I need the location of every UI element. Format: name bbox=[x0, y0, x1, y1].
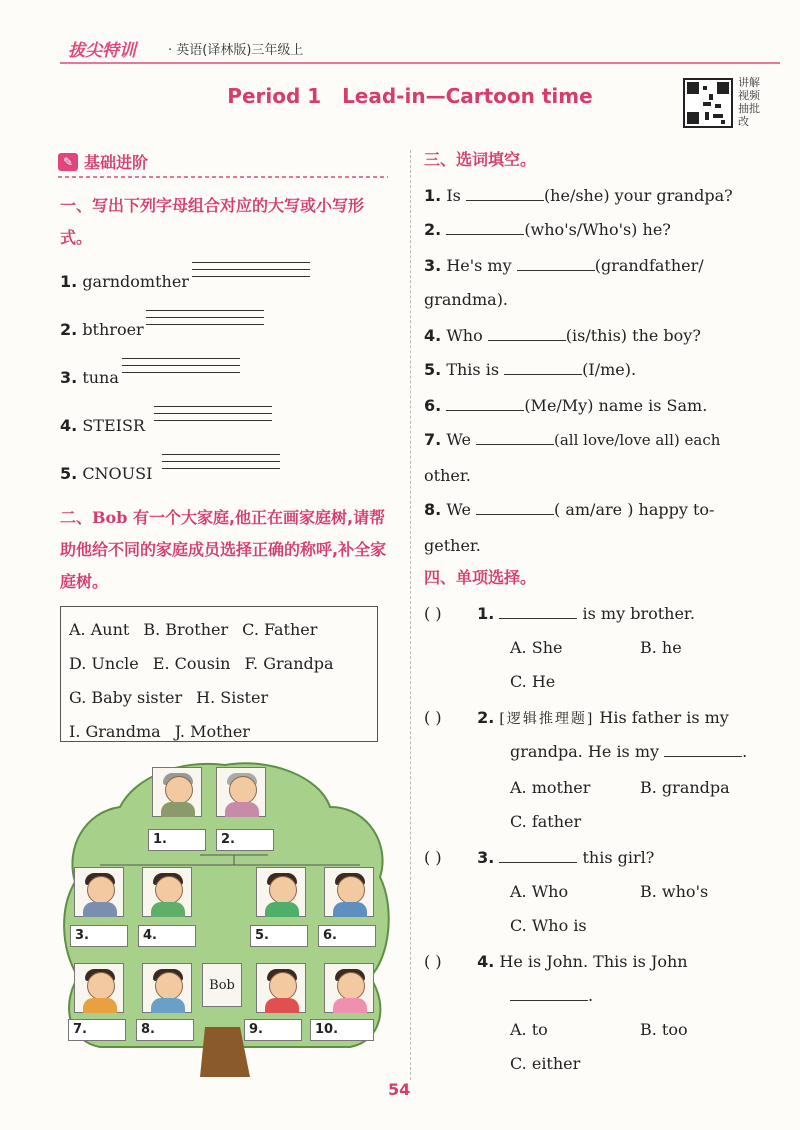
tree-label-4[interactable]: 4. bbox=[138, 925, 196, 947]
brand-logo: 拔尖特训 bbox=[68, 41, 136, 61]
father-portrait bbox=[324, 867, 374, 917]
answer-blank[interactable] bbox=[504, 360, 582, 375]
answer-paren[interactable]: ( ) bbox=[424, 952, 442, 971]
grandma-portrait bbox=[216, 767, 266, 817]
tree-label-1[interactable]: 1. bbox=[148, 829, 206, 851]
part1-item: 1. garndomther bbox=[60, 272, 189, 291]
part1-heading: 一、写出下列字母组合对应的大写或小写形式。 bbox=[60, 196, 365, 247]
answer-paren[interactable]: ( ) bbox=[424, 708, 442, 727]
cousin-girl-portrait bbox=[74, 963, 124, 1013]
part1-item: 4. STEISR bbox=[60, 416, 145, 435]
answer-blank[interactable] bbox=[517, 256, 595, 271]
mc-question-3: ( ) 3. this girl? bbox=[424, 848, 655, 867]
answer-blank[interactable] bbox=[476, 430, 554, 445]
mc-option[interactable]: A. Who bbox=[510, 882, 569, 901]
answer-lines[interactable] bbox=[154, 406, 272, 427]
part3-row: 5. This is (I/me). bbox=[424, 360, 637, 379]
part3-row: 8. We ( am/are ) happy to- bbox=[424, 500, 715, 519]
book-subtitle: · 英语(译林版)三年级上 bbox=[168, 43, 304, 58]
answer-lines[interactable] bbox=[162, 454, 280, 475]
qr-label: 讲解视频抽批改 bbox=[738, 76, 760, 128]
baby-sister-portrait bbox=[324, 963, 374, 1013]
answer-lines[interactable] bbox=[146, 310, 264, 331]
qr-code-icon[interactable] bbox=[683, 78, 733, 128]
mc-question-4: ( ) 4. He is John. This is John bbox=[424, 952, 688, 971]
mc-option[interactable]: A. to bbox=[510, 1020, 548, 1039]
mc-question-4-cont: . bbox=[510, 986, 593, 1005]
aunt-portrait bbox=[142, 867, 192, 917]
mc-option[interactable]: C. either bbox=[510, 1054, 581, 1073]
mother-portrait bbox=[256, 867, 306, 917]
part1-item: 2. bthroer bbox=[60, 320, 144, 339]
sister-portrait bbox=[256, 963, 306, 1013]
mc-option[interactable]: B. too bbox=[640, 1020, 688, 1039]
part3-row: 6. (Me/My) name is Sam. bbox=[424, 396, 708, 415]
answer-lines[interactable] bbox=[192, 262, 310, 283]
grandpa-portrait bbox=[152, 767, 202, 817]
answer-blank[interactable] bbox=[510, 986, 588, 1001]
options-box: A. Aunt B. Brother C. Father D. Uncle E. Cousin F. Grandpa G. Baby sister H. Sister I. Grandma J. Mother bbox=[60, 606, 378, 742]
part1-item: 5. CNOUSI bbox=[60, 464, 153, 483]
cousin-boy-portrait bbox=[142, 963, 192, 1013]
tree-label-5[interactable]: 5. bbox=[250, 925, 308, 947]
part4-heading: 四、单项选择。 bbox=[424, 568, 537, 587]
tree-label-3[interactable]: 3. bbox=[70, 925, 128, 947]
answer-blank[interactable] bbox=[446, 220, 524, 235]
mc-question-2: ( ) 2. [逻辑推理题] His father is my bbox=[424, 708, 729, 727]
answer-blank[interactable] bbox=[499, 604, 577, 619]
part3-heading: 三、选词填空。 bbox=[424, 150, 537, 169]
part1-item: 3. tuna bbox=[60, 368, 119, 387]
tree-label-6[interactable]: 6. bbox=[318, 925, 376, 947]
part3-row: 2. (who's/Who's) he? bbox=[424, 220, 671, 239]
mc-option[interactable]: A. mother bbox=[510, 778, 591, 797]
answer-blank[interactable] bbox=[499, 848, 577, 863]
header-divider bbox=[60, 62, 780, 64]
part3-row: 3. He's my (grandfather/ bbox=[424, 256, 704, 275]
page-number: 54 bbox=[388, 1080, 411, 1099]
mc-option[interactable]: B. he bbox=[640, 638, 682, 657]
bob-box: Bob bbox=[202, 963, 242, 1007]
part3-row: 7. We (all love/love all) each bbox=[424, 430, 721, 449]
part3-row: grandma). bbox=[424, 290, 509, 309]
answer-blank[interactable] bbox=[476, 500, 554, 515]
mc-option[interactable]: B. grandpa bbox=[640, 778, 730, 797]
part3-row: 1. Is (he/she) your grandpa? bbox=[424, 186, 733, 205]
part3-row: gether. bbox=[424, 536, 481, 555]
section-badge-label: 基础进阶 bbox=[84, 153, 149, 172]
mc-question-2-cont: grandpa. He is my . bbox=[510, 742, 748, 761]
answer-paren[interactable]: ( ) bbox=[424, 848, 442, 867]
mc-option[interactable]: A. She bbox=[510, 638, 563, 657]
mc-question-1: ( ) 1. is my brother. bbox=[424, 604, 695, 623]
mc-option[interactable]: B. who's bbox=[640, 882, 709, 901]
answer-lines[interactable] bbox=[122, 358, 240, 379]
tree-label-10[interactable]: 10. bbox=[310, 1019, 374, 1041]
mc-option[interactable]: C. father bbox=[510, 812, 582, 831]
mc-option[interactable]: C. Who is bbox=[510, 916, 587, 935]
tree-label-2[interactable]: 2. bbox=[216, 829, 274, 851]
answer-blank[interactable] bbox=[664, 742, 742, 757]
part2-heading: 二、Bob 有一个大家庭,他正在画家庭树,请帮助他给不同的家庭成员选择正确的称呼,补全家庭树。 bbox=[60, 508, 387, 591]
pencil-icon: ✎ bbox=[58, 153, 78, 171]
tree-label-9[interactable]: 9. bbox=[244, 1019, 302, 1041]
mc-option[interactable]: C. He bbox=[510, 672, 556, 691]
tree-label-8[interactable]: 8. bbox=[136, 1019, 194, 1041]
answer-blank[interactable] bbox=[488, 326, 566, 341]
section-badge bbox=[58, 150, 148, 173]
page-title: Period 1 Lead-in—Cartoon time bbox=[227, 84, 593, 108]
part3-row: 4. Who (is/this) the boy? bbox=[424, 326, 701, 345]
part3-row: other. bbox=[424, 466, 471, 485]
answer-blank[interactable] bbox=[466, 186, 544, 201]
answer-paren[interactable]: ( ) bbox=[424, 604, 442, 623]
family-tree bbox=[60, 757, 390, 1077]
answer-blank[interactable] bbox=[446, 396, 524, 411]
uncle-portrait bbox=[74, 867, 124, 917]
section-underline bbox=[58, 176, 388, 178]
tree-label-7[interactable]: 7. bbox=[68, 1019, 126, 1041]
column-divider bbox=[410, 150, 412, 1080]
